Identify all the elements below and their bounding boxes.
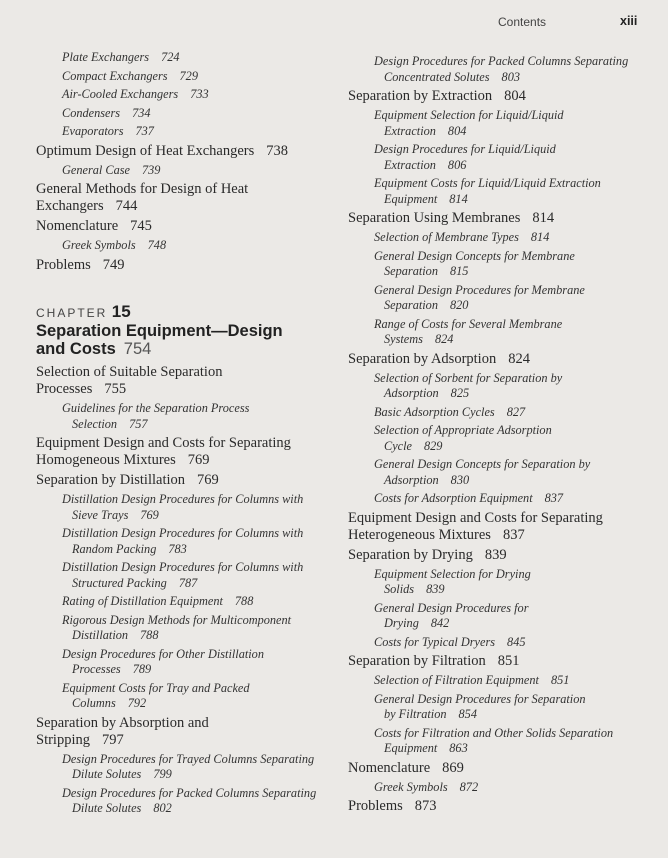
toc-page-number: 839 [426, 582, 445, 596]
toc-entry-line [62, 526, 336, 542]
toc-entry-text: Separation by Drying [348, 546, 473, 563]
toc-page-number: 815 [449, 264, 469, 278]
toc-entry-line [374, 317, 648, 333]
toc-entry-line [374, 283, 648, 299]
toc-subentry [36, 50, 336, 66]
toc-entry-text: Selection of Appropriate Adsorption [374, 423, 552, 437]
toc-entry-text: Greek Symbols [62, 238, 136, 252]
toc-entry [348, 510, 648, 544]
toc-entry [36, 715, 336, 749]
toc-subentry [348, 249, 648, 280]
toc-entry-text: Plate Exchangers [62, 50, 150, 64]
toc-page-number: 806 [447, 157, 467, 172]
toc-entry-line [36, 452, 336, 469]
toc-entry-text: Equipment Design and Costs for Separating [36, 435, 291, 451]
toc-entry-text: Equipment Selection for Drying [374, 566, 531, 581]
toc-entry [36, 218, 336, 235]
toc-subentry [348, 780, 648, 796]
toc-entry-line [62, 124, 336, 140]
toc-entry-line [36, 198, 336, 215]
toc-entry-line [374, 405, 648, 421]
toc-entry-line [374, 582, 648, 598]
toc-entry-text: Costs for Adsorption Equipment [374, 491, 533, 505]
toc-entry-line [374, 298, 648, 314]
toc-page-number: 829 [424, 438, 443, 453]
toc-entry-line [374, 332, 648, 348]
toc-entry-line [36, 218, 336, 235]
toc-page-number: 830 [450, 472, 470, 487]
toc-entry-text: Separation [384, 298, 438, 312]
toc-subentry [348, 283, 648, 314]
toc-subentry [348, 54, 648, 85]
toc-page-number: 749 [102, 256, 125, 273]
toc-page-number: 842 [430, 616, 450, 630]
toc-subentry [36, 87, 336, 103]
toc-subentry [36, 124, 336, 140]
toc-entry-text: General Methods for Design of Heat [36, 181, 249, 197]
toc-entry-line [36, 364, 336, 381]
toc-page-number: 814 [532, 210, 555, 226]
toc-entry-line [36, 257, 336, 274]
toc-entry-text: Distillation [72, 628, 129, 642]
toc-entry-line [62, 106, 336, 122]
chapter-label: CHAPTER [36, 306, 108, 320]
toc-entry [348, 798, 648, 815]
toc-page-number: 787 [178, 575, 198, 590]
toc-page-number: 814 [449, 191, 468, 206]
toc-page-number: 789 [132, 662, 152, 676]
toc-entry-text: General Design Concepts for Separation by [374, 457, 591, 471]
toc-entry-line [374, 741, 648, 757]
toc-entry-line [374, 142, 648, 158]
toc-page-number: 851 [550, 673, 570, 687]
toc-entry-line [62, 786, 336, 802]
toc-subentry [36, 752, 336, 783]
toc-entry-line [374, 673, 648, 689]
toc-entry-text: Dilute Solutes [72, 801, 142, 815]
toc-page-number: 837 [544, 491, 564, 505]
toc-entry-text: Drying [384, 616, 419, 630]
toc-entry-text: General Design Procedures for Membrane [374, 282, 585, 297]
toc-entry-line [348, 351, 648, 368]
toc-entry-text: Adsorption [384, 386, 439, 400]
toc-entry-line [62, 163, 336, 179]
toc-entry-text: Selection of Suitable Separation [36, 364, 223, 380]
toc-page-number: 851 [497, 653, 520, 669]
toc-entry [36, 257, 336, 274]
toc-subentry [348, 405, 648, 421]
toc-entry-text: Separation by Extraction [348, 88, 493, 104]
toc-entry-text: Distillation Design Procedures for Columns with [62, 526, 304, 540]
toc-subentry [348, 142, 648, 173]
toc-entry-text: Design Procedures for Packed Columns Separating [374, 54, 629, 68]
toc-page-number: 729 [179, 68, 198, 83]
toc-entry-text: Structured Packing [72, 575, 167, 590]
toc-page-number: 757 [129, 416, 148, 431]
toc-subentry [348, 601, 648, 632]
toc-entry-text: Design Procedures for Other Distillation [62, 646, 264, 661]
toc-entry-line [62, 542, 336, 558]
toc-subentry [36, 163, 336, 179]
toc-page-number: 792 [127, 696, 147, 710]
toc-entry-text: Problems [348, 798, 403, 814]
toc-entry-line [36, 381, 336, 398]
toc-page-number: 788 [234, 594, 254, 608]
toc-entry-text: Equipment Selection for Liquid/Liquid [374, 108, 564, 122]
toc-page-number: 854 [458, 707, 477, 721]
toc-entry-line [62, 767, 336, 783]
toc-entry-text: Stripping [36, 731, 90, 748]
toc-subentry [348, 423, 648, 454]
toc-entry-line [374, 780, 648, 796]
toc-entry-text: Costs for Filtration and Other Solids Separation [374, 725, 614, 740]
toc-entry-text: Processes [36, 381, 93, 397]
chapter-number: 15 [111, 302, 131, 321]
toc-entry-line [374, 108, 648, 124]
toc-entry-text: Extraction [384, 157, 436, 172]
toc-entry-text: Equipment Costs for Liquid/Liquid Extraction [374, 176, 601, 190]
toc-entry-text: General Case [62, 162, 130, 177]
toc-entry-text: Heterogeneous Mixtures [348, 526, 491, 543]
toc-entry [348, 88, 648, 105]
page-number: xiii [620, 14, 638, 28]
toc-entry-text: Extraction [384, 123, 436, 138]
toc-subentry [36, 681, 336, 712]
toc-entry-text: Exchangers [36, 198, 104, 214]
toc-entry-line [62, 647, 336, 663]
toc-entry-text: Condensers [62, 105, 121, 120]
toc-subentry [348, 673, 648, 689]
toc-entry-line [348, 210, 648, 227]
toc-entry-text: Separation [384, 264, 438, 278]
toc-entry-line [62, 87, 336, 103]
toc-entry-text: Selection of Filtration Equipment [374, 673, 539, 687]
toc-entry-line [62, 50, 336, 66]
chapter-title-line2: and Costs [36, 339, 116, 358]
toc-entry-line [36, 435, 336, 452]
toc-page-number: 769 [197, 472, 219, 488]
toc-entry-text: Basic Adsorption Cycles [374, 404, 495, 419]
toc-entry-text: Solids [384, 582, 415, 596]
toc-entry-line [62, 492, 336, 508]
toc-subentry [348, 635, 648, 651]
toc-entry-text: Columns [72, 696, 116, 710]
toc-page-number: 745 [130, 218, 152, 234]
toc-entry-line [374, 176, 648, 192]
toc-entry-text: Problems [36, 256, 91, 273]
toc-page-number: 804 [504, 88, 526, 104]
toc-entry-line [374, 192, 648, 208]
toc-subentry [348, 230, 648, 246]
toc-entry-text: Separation by Absorption and [36, 714, 209, 731]
toc-subentry [348, 108, 648, 139]
toc-entry-line [374, 567, 648, 583]
toc-page-number: 738 [266, 142, 289, 159]
toc-entry-line [348, 527, 648, 544]
toc-page-number: 820 [449, 298, 469, 312]
toc-entry-line [348, 510, 648, 527]
toc-entry-text: Air-Cooled Exchangers [62, 87, 179, 101]
toc-page-number: 825 [450, 386, 470, 400]
toc-entry-line [62, 69, 336, 85]
toc-entry-line [348, 653, 648, 670]
toc-entry [36, 181, 336, 215]
toc-subentry [36, 238, 336, 254]
toc-entry-text: General Design Concepts for Membrane [374, 248, 575, 263]
toc-page-number: 824 [434, 332, 454, 346]
toc-entry-text: Cycle [384, 438, 412, 453]
toc-entry-line [62, 801, 336, 817]
toc-entry-text: Guidelines for the Separation Process [62, 401, 250, 415]
toc-subentry [348, 317, 648, 348]
toc-entry-text: Concentrated Solutes [384, 69, 490, 84]
toc-page-number: 802 [153, 801, 172, 815]
toc-subentry [36, 594, 336, 610]
toc-subentry [36, 401, 336, 432]
toc-entry-line [62, 238, 336, 254]
toc-page-number: 788 [140, 628, 159, 642]
toc-page-number: 744 [115, 198, 138, 214]
toc-page-number: 739 [141, 162, 161, 177]
toc-entry-line [374, 616, 648, 632]
toc-entry-line [374, 371, 648, 387]
toc-entry-text: Nomenclature [348, 759, 431, 776]
toc-entry-text: Equipment [384, 741, 438, 755]
toc-entry [36, 364, 336, 398]
toc-subentry [36, 647, 336, 678]
toc-entry-line [62, 560, 336, 576]
toc-entry-line [36, 472, 336, 489]
toc-subentry [348, 371, 648, 402]
toc-entry-text: Selection of Membrane Types [374, 230, 519, 244]
toc-entry-text: Distillation Design Procedures for Columns with [62, 560, 304, 574]
toc-entry-text: Random Packing [72, 541, 157, 556]
toc-entry-text: Costs for Typical Dryers [374, 634, 496, 649]
toc-entry-line [374, 230, 648, 246]
toc-entry-line [374, 70, 648, 86]
toc-entry-line [62, 508, 336, 524]
toc-entry-line [374, 635, 648, 651]
toc-entry-text: Selection [72, 416, 118, 431]
toc-entry-line [36, 715, 336, 732]
toc-subentry [348, 726, 648, 757]
toc-entry-line [348, 760, 648, 777]
toc-entry-line [374, 158, 648, 174]
toc-entry-text: Homogeneous Mixtures [36, 452, 176, 468]
toc-page-number: 845 [507, 634, 526, 649]
toc-entry-text: Nomenclature [36, 218, 119, 234]
toc-right [348, 54, 648, 818]
toc-page-number: 755 [104, 381, 127, 397]
toc-entry-text: Optimum Design of Heat Exchangers [36, 142, 255, 159]
toc-page-number: 837 [502, 526, 525, 543]
toc-page-number: 839 [484, 546, 507, 563]
toc-entry-line [374, 726, 648, 742]
toc-page-number: 769 [187, 452, 210, 468]
toc-entry-line [374, 386, 648, 402]
toc-entry-text: Separation by Adsorption [348, 350, 497, 367]
toc-entry-line [374, 707, 648, 723]
toc-entry-line [36, 181, 336, 198]
toc-entry-text: Design Procedures for Packed Columns Separating [62, 785, 317, 800]
toc-subentry [36, 786, 336, 817]
toc-entry-line [348, 547, 648, 564]
toc-entry-line [62, 417, 336, 433]
toc-entry-text: Range of Costs for Several Membrane [374, 316, 563, 331]
toc-entry-line [374, 54, 648, 70]
toc-entry-line [62, 681, 336, 697]
toc-entry-text: Distillation Design Procedures for Columns with [62, 492, 304, 506]
toc-entry [348, 653, 648, 670]
toc-subentry [348, 567, 648, 598]
chapter-title [36, 323, 283, 358]
toc-entry [348, 760, 648, 777]
toc-entry-text: Systems [384, 332, 423, 346]
toc-entry-text: Rigorous Design Methods for Multicomponent [62, 612, 292, 627]
toc-page-number: 863 [449, 741, 468, 755]
toc-entry-text: General Design Procedures for [374, 600, 529, 615]
toc-subentry [36, 613, 336, 644]
toc-entry-text: Sieve Trays [72, 507, 129, 522]
toc-entry-line [36, 143, 336, 160]
toc-entry-line [374, 457, 648, 473]
toc-entry-line [374, 491, 648, 507]
toc-subentry [36, 69, 336, 85]
toc-entry-text: Design Procedures for Trayed Columns Separating [62, 751, 315, 766]
toc-page-number: 803 [501, 69, 520, 84]
toc-entry-line [374, 692, 648, 708]
toc-subentry [36, 526, 336, 557]
toc-subentry [36, 106, 336, 122]
toc-entry-text: Equipment [384, 191, 438, 206]
toc-entry-text: Rating of Distillation Equipment [62, 594, 223, 608]
toc-left-top [36, 50, 336, 277]
toc-entry-line [374, 124, 648, 140]
toc-entry-text: Processes [72, 662, 121, 676]
toc-page-number: 733 [190, 87, 209, 101]
toc-entry [348, 547, 648, 564]
toc-subentry [36, 492, 336, 523]
toc-page-number: 734 [132, 105, 151, 120]
toc-entry [36, 143, 336, 160]
toc-entry [348, 351, 648, 368]
toc-left-bottom [36, 364, 336, 820]
toc-entry-line [62, 752, 336, 768]
toc-entry [36, 435, 336, 469]
toc-page-number: 783 [168, 541, 187, 556]
toc-page-number: 869 [442, 759, 464, 776]
toc-entry-line [62, 696, 336, 712]
running-header-title: Contents [498, 15, 547, 29]
toc-subentry [348, 692, 648, 723]
toc-entry-line [62, 613, 336, 629]
toc-entry-text: Separation Using Membranes [348, 210, 521, 226]
toc-entry-line [348, 88, 648, 105]
toc-entry-text: Equipment Costs for Tray and Packed [62, 680, 250, 695]
toc-entry-line [62, 628, 336, 644]
toc-entry-text: General Design Procedures for Separation [374, 691, 586, 706]
toc-subentry [348, 457, 648, 488]
toc-entry-line [374, 423, 648, 439]
toc-entry-line [62, 662, 336, 678]
toc-entry-line [36, 732, 336, 749]
toc-entry-text: Selection of Sorbent for Separation by [374, 370, 563, 385]
toc-entry-line [374, 264, 648, 280]
toc-entry-line [62, 594, 336, 610]
toc-entry-line [374, 601, 648, 617]
chapter-page: 754 [123, 339, 152, 358]
toc-page-number: 724 [161, 50, 180, 64]
toc-entry-line [348, 798, 648, 815]
toc-entry-text: Compact Exchangers [62, 68, 168, 83]
toc-entry-line [374, 473, 648, 489]
toc-entry-text: Adsorption [384, 472, 439, 487]
toc-subentry [348, 491, 648, 507]
toc-page-number: 737 [135, 124, 154, 138]
toc-entry-text: Dilute Solutes [72, 767, 142, 781]
toc-entry-text: Equipment Design and Costs for Separating [348, 509, 603, 526]
toc-page-number: 804 [447, 123, 467, 138]
toc-entry-text: Separation by Distillation [36, 472, 186, 488]
toc-entry-text: Greek Symbols [374, 779, 448, 794]
toc-entry-text: Design Procedures for Liquid/Liquid [374, 142, 556, 156]
toc-entry-text: Evaporators [62, 124, 124, 138]
toc-entry-line [374, 439, 648, 455]
toc-page-number: 824 [508, 350, 530, 367]
chapter-heading [36, 302, 283, 358]
toc-entry-line [62, 401, 336, 417]
toc-entry-line [62, 576, 336, 592]
chapter-title-line1: Separation Equipment—Design [36, 322, 283, 340]
toc-subentry [348, 176, 648, 207]
toc-entry-text: by Filtration [384, 707, 447, 721]
toc-subentry [36, 560, 336, 591]
toc-page-number: 814 [530, 230, 550, 244]
toc-page-number: 748 [147, 238, 167, 252]
toc-page-number: 797 [101, 731, 124, 748]
toc-entry [36, 472, 336, 489]
toc-entry [348, 210, 648, 227]
toc-entry-text: Separation by Filtration [348, 653, 486, 669]
toc-page-number: 827 [506, 404, 526, 419]
toc-entry-line [374, 249, 648, 265]
toc-page-number: 873 [414, 798, 437, 814]
toc-page-number: 872 [459, 779, 479, 794]
toc-page-number: 799 [153, 767, 172, 781]
toc-page-number: 769 [140, 507, 159, 522]
